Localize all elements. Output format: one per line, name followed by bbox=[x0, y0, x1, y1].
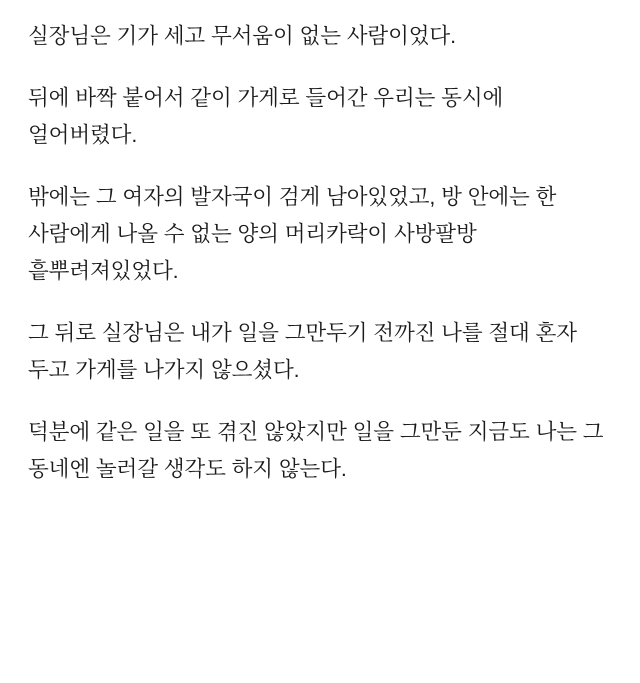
paragraph-4: 그 뒤로 실장님은 내가 일을 그만두기 전까진 나를 절대 혼자 두고 가게를 나가지 않으셨다. bbox=[28, 321, 583, 382]
paragraph-1: 실장님은 기가 세고 무서움이 없는 사람이었다. bbox=[28, 24, 456, 48]
paragraph-2: 뒤에 바짝 붙어서 같이 가게로 들어간 우리는 동시에 얼어버렸다. bbox=[28, 86, 510, 147]
paragraph-3: 밖에는 그 여자의 발자국이 검게 남아있었고, 방 안에는 한 사람에게 나올 수 없는 양의 머리카락이 사방팔방 흩뿌려져있었다. bbox=[28, 185, 563, 283]
paragraph-5: 덕분에 같은 일을 또 겪진 않았지만 일을 그만둔 지금도 나는 그 동네엔 놀러갈 생각도 하지 않는다. bbox=[28, 420, 610, 481]
